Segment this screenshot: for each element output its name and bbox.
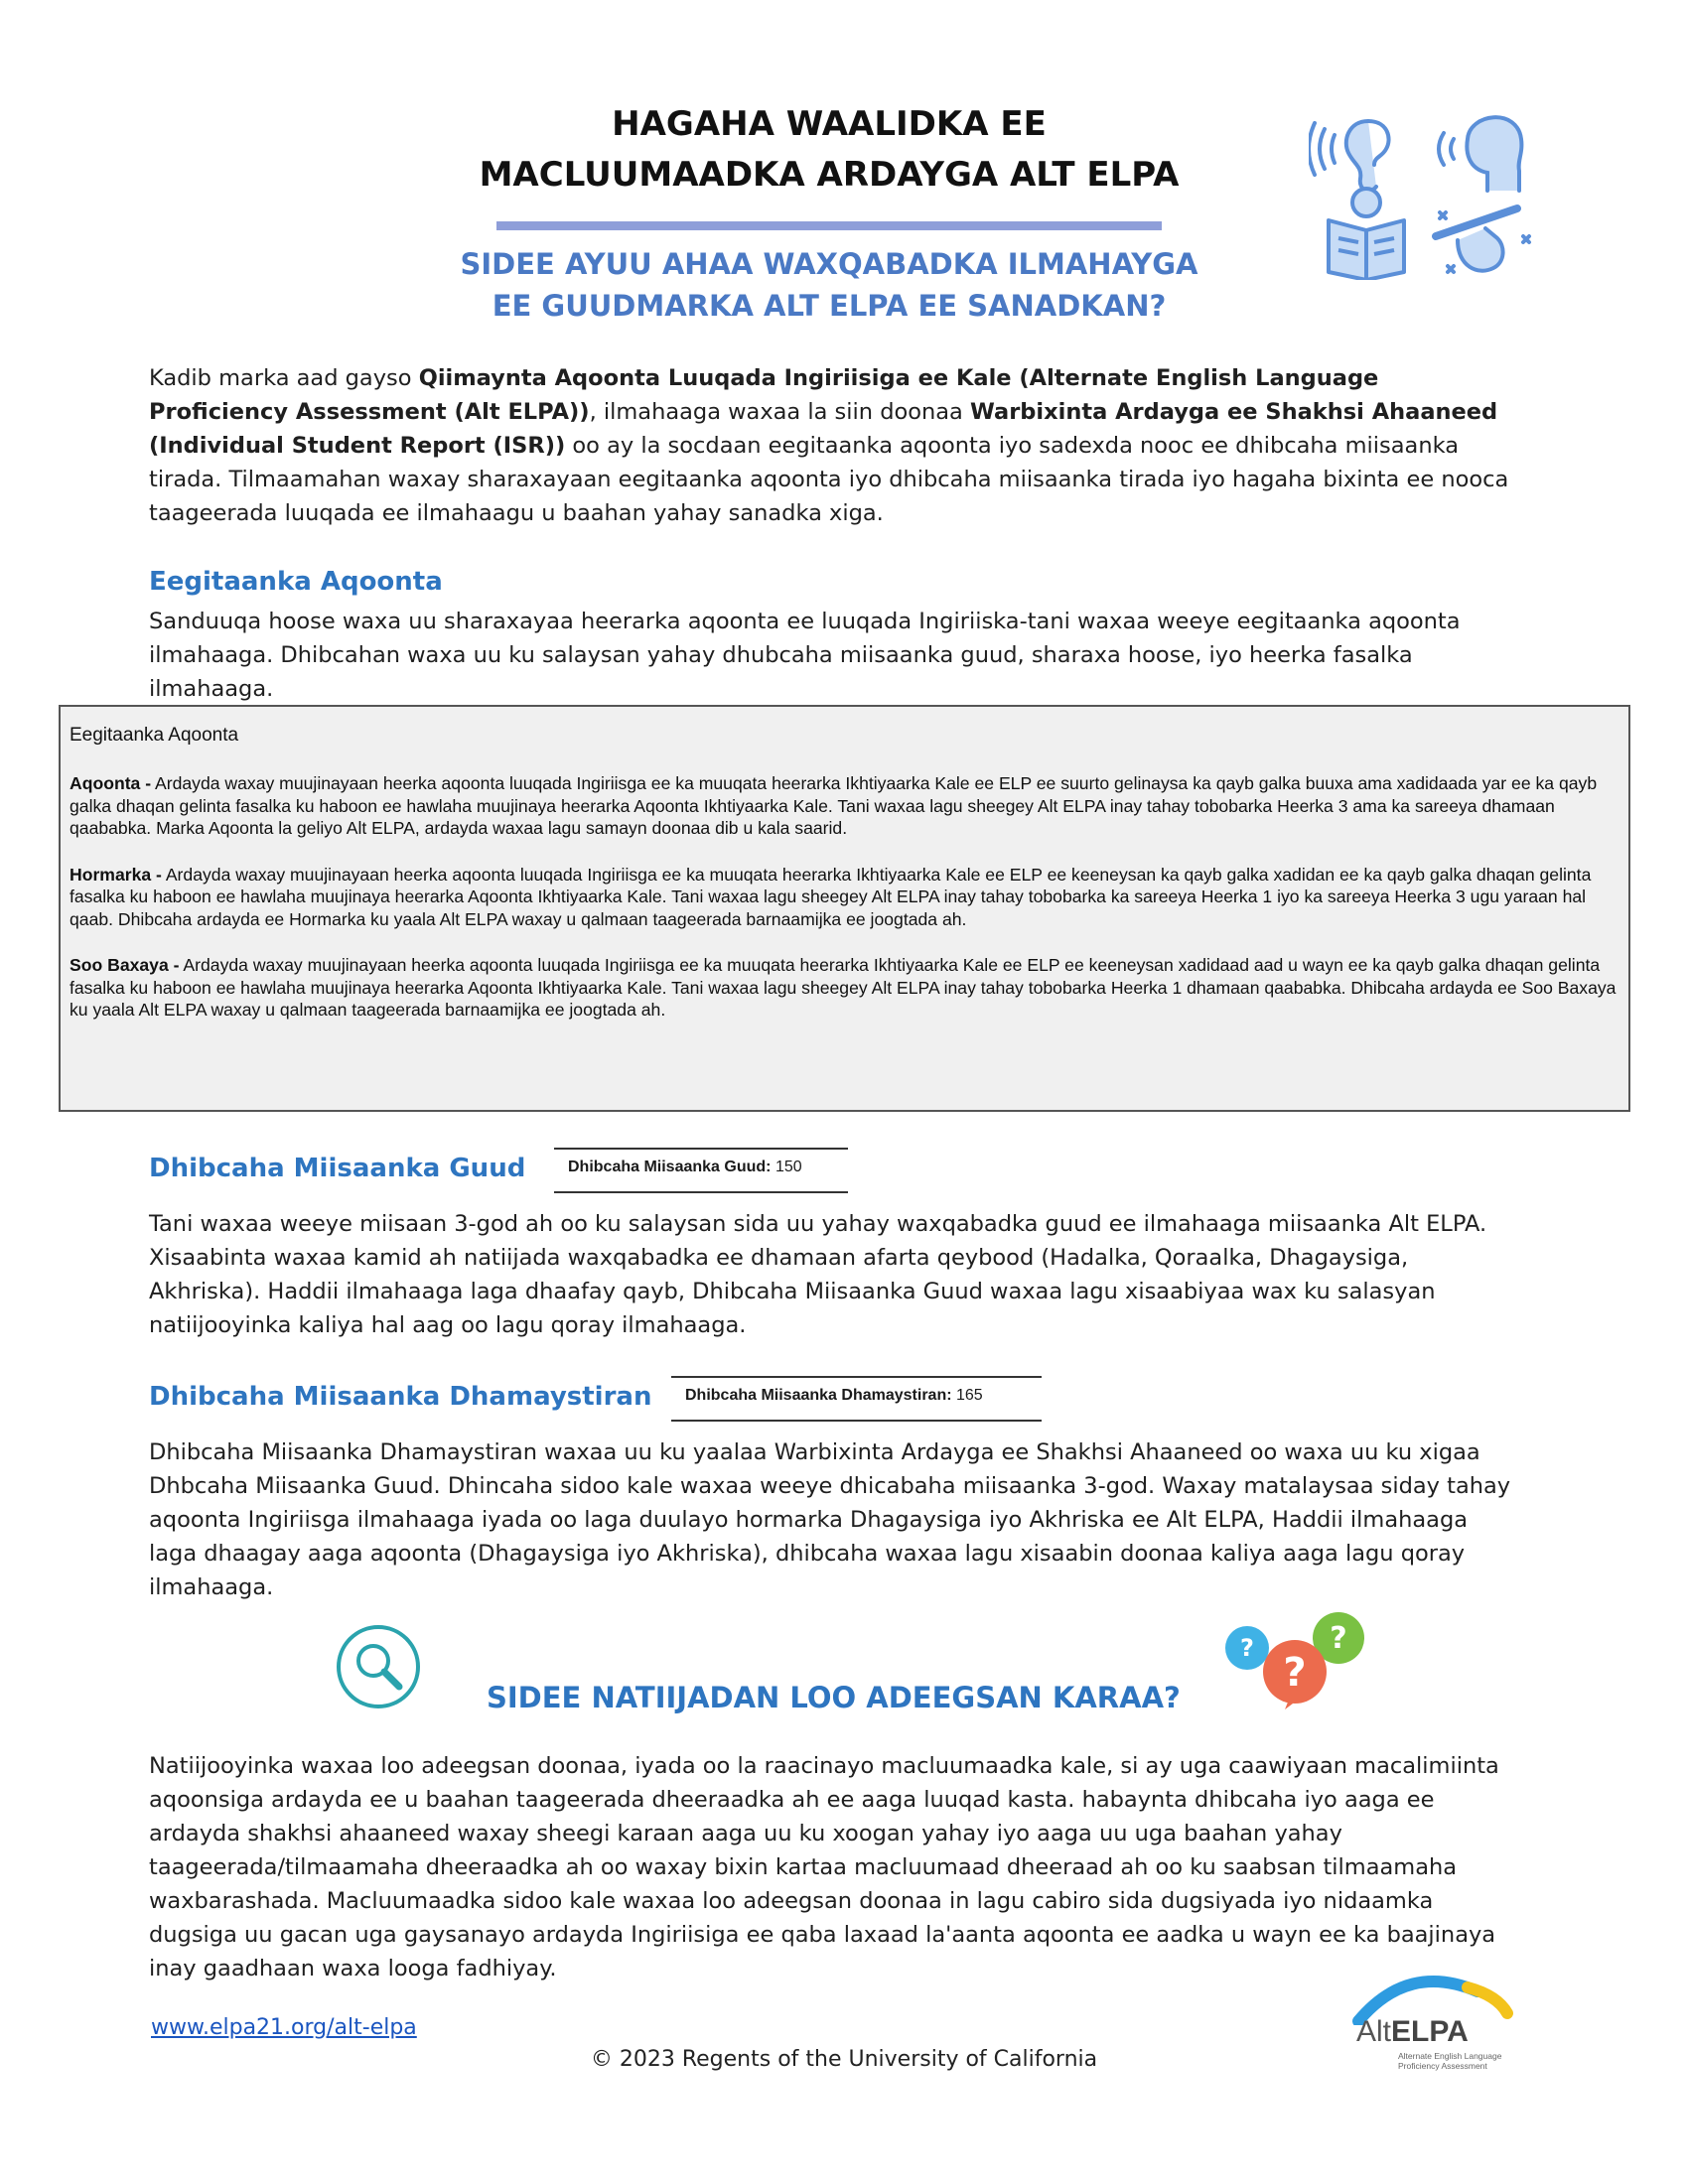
overall-score-heading: Dhibcaha Miisaanka Guud <box>149 1154 526 1183</box>
logo-subtitle <box>1398 2051 1501 2071</box>
title-line-1: HAGAHA WAALIDKA EE <box>612 104 1047 144</box>
comprehensive-score-text: Dhibcaha Miisaanka Dhamaystiran waxaa uu ku yaalaa Warbixinta Ardayga ee Shakhsi Ahaaneed oo waxa uu ku xigaa Dhbcaha Miisaanka Guud. Dhincaha sidoo kale waxaa weeye dhicabaha miisaanka 3-god. Waxay matalaysaa siday tahay aqoonta Ingiriisga ilmahaaga iyada oo laga duulayo hormarka Dhagaysiga iyo Akhriska ee Alt ELPA, Haddii ilmahaaga laga dhaagay aaga aqoonta (Dhagaysiga iyo Akhriska), dhibcaha waxaa lagu xisaabin doonaa kaliya aaga lagu qoray ilmahaaga. <box>149 1439 1511 1600</box>
svg-text:?: ? <box>1330 1621 1347 1656</box>
comprehensive-score-heading: Dhibcaha Miisaanka Dhamaystiran <box>149 1382 652 1412</box>
intro-text-3: oo ay la socdaan eegitaanka aqoonta iyo sadexda nooc ee dhibcaha miisaanka tirada. Tilmaamahan waxay sharaxayaan eegitaanka aqoonta iyo dhibcaha miisaanka tirada iyo hagaha bixinta ee nooca taageerada luuqada ee ilmahaagu u baahan yahay sanadka xiga. <box>149 433 1509 526</box>
usage-text: Natiijooyinka waxaa loo adeegsan doonaa, iyada oo la raacinayo macluumaadka kale, si ay uga caawiyaan macalimiinta aqoonsiga ardayda ee u baahan taageerada dheeraadka ah ee aaga luuqad kasta. habaynta dhibcaha iyo aaga ee ardayda shakhsi ahaaneed waxay sheegi karaan aaga uu ku xoogan yahay iyo aaga uu uga baahan yahay taageerada/tilmaamaha dheeraadka ah oo waxay bixin kartaa macluumaad dheeraad ah oo ku saabsan tilmaamaha waxbarashada. Macluumaadka sidoo kale waxaa loo adeegsan doonaa in lagu cabiro sida dugsiyada iyo nidaamka dugsiga uu gacan uga gaysanayo ardayda Ingiriisiga ee qaba laxaad la'aanta aqoonta ee aadka u wayn ee ka baajinaya inay gaadhaan waxa looga fadhiyay. <box>149 1753 1499 1981</box>
logo-wordmark <box>1356 2015 1469 2049</box>
title-line-2: MACLUUMAADKA ARDAYGA ALT ELPA <box>479 155 1180 195</box>
svg-text:?: ? <box>1283 1650 1307 1696</box>
overall-score-badge <box>554 1148 848 1193</box>
logo-subtitle-line-2: Proficiency Assessment <box>1398 2061 1487 2071</box>
writing-hand-icon <box>1436 208 1529 272</box>
level-label: Soo Baxaya - <box>70 955 180 975</box>
intro-bold-2: Warbixinta Ardayga ee Shakhsi Ahaaneed (Individual Student Report (ISR)) <box>149 399 1498 459</box>
ear-icon <box>1309 121 1389 191</box>
intro-text-1: Kadib marka aad gayso <box>149 365 419 391</box>
website-link[interactable]: www.elpa21.org/alt-elpa <box>151 2015 417 2040</box>
proficiency-levels-box <box>59 705 1630 1112</box>
level-proficient <box>70 772 1618 840</box>
svg-text:?: ? <box>1240 1634 1254 1662</box>
alt-elpa-logo <box>1348 1972 1547 2071</box>
level-label: Hormarka - <box>70 864 162 885</box>
score-label: Dhibcaha Miisaanka Dhamaystiran: <box>685 1387 952 1404</box>
logo-alt-text: Alt <box>1356 2015 1392 2048</box>
score-label: Dhibcaha Miisaanka Guud: <box>568 1159 772 1175</box>
level-progressing <box>70 864 1618 931</box>
level-label: Aqoonta - <box>70 773 152 793</box>
level-description: Ardayda waxay muujinayaan heerka aqoonta luuqada Ingiriisga ee ka muuqata heerarka Ikhtiyaarka Kale ee ELP ee keeneysan ka qayb galka xadidan ee ka qayb galka dhaqan gelinta fasalka ku haboon ee hawlaha muujinaya heerarka Aqoonta Ikhtiyaarka Kale. Tani waxaa lagu sheegey Alt ELPA inay tahay tobobarka ka sareeya Heerka 1 iyo ka sareeya Heerka 3 ugu yaraan hal qaab. Dhibcaha ardayda ee Hormarka ku yaala Alt ELPA waxay u qalmaan taageerada barnaamijka ee joogtada ah. <box>70 864 1592 929</box>
overall-score-text: Tani waxaa weeye miisaan 3-god ah oo ku salaysan sida uu yahay waxqabadka guud ee ilmahaaga miisaanka Alt ELPA. Xisaabinta waxaa kamid ah natiijada waxqabadka ee dhamaan afarta qeybood (Hadalka, Qoraalka, Dhagaysiga, Akhriska). Haddii ilmahaaga laga dhaafay qayb, Dhibcaha Miisaanka Guud waxaa lagu xisaabiyaa wax ku salasyan natiijooyinka kaliya hal aag oo lagu qoray ilmahaaga. <box>149 1211 1487 1338</box>
speaking-head-icon <box>1439 117 1521 191</box>
level-description: Ardayda waxay muujinayaan heerka aqoonta luuqada Ingiriisga ee ka muuqata heerarka Ikhtiyaarka Kale ee ELP ee suurto gelinaysa ka qayb galka buuxa ama xadidaada yar ee ka qayb galka dhaqan gelinta fasalka ku haboon ee hawlaha muujinaya heerarka Aqoonta Ikhtiyaarka Kale. Tani waxaa lagu sheegey Alt ELPA inay tahay tobobarka Heerka 3 ama ka sareeya dhamaan qaababka. Marka Aqoonta la geliyo Alt ELPA, ardayda waxaa lagu samayn doonaa dib u kala saarid. <box>70 773 1598 838</box>
intro-text-2: , ilmahaaga waxaa la siin doonaa <box>589 399 970 425</box>
intro-paragraph <box>149 361 1519 530</box>
skills-icon-group <box>1309 91 1537 280</box>
subtitle-line-2: EE GUUDMARKA ALT ELPA EE SANADKAN? <box>492 289 1167 323</box>
reading-icon <box>1329 189 1404 280</box>
box-title: Eegitaanka Aqoonta <box>70 725 239 746</box>
logo-subtitle-line-1: Alternate English Language <box>1398 2051 1502 2061</box>
page-subtitle <box>397 243 1261 327</box>
logo-elpa-text: ELPA <box>1391 2015 1469 2048</box>
page-title <box>397 99 1261 201</box>
proficiency-text: Sanduuqa hoose waxa uu sharaxayaa heerarka aqoonta ee luuqada Ingiriiska-tani waxaa weeye eegitaanka aqoonta ilmahaaga. Dhibcahan waxa uu ku salaysan yahay dhubcaha miisaanka guud, sharaxa hoose, iyo heerka fasalka ilmahaaga. <box>149 609 1461 702</box>
usage-heading: SIDEE NATIIJADAN LOO ADEEGSAN KARAA? <box>487 1681 1181 1714</box>
title-divider <box>496 221 1162 230</box>
question-bubbles-icon <box>1219 1610 1370 1709</box>
score-value: 165 <box>956 1387 983 1404</box>
score-value: 150 <box>774 1159 802 1175</box>
magnifier-icon <box>336 1624 421 1709</box>
comprehensive-score-badge <box>671 1376 1042 1422</box>
copyright: © 2023 Regents of the University of California <box>590 2047 1098 2072</box>
level-emerging <box>70 954 1618 1022</box>
subtitle-line-1: SIDEE AYUU AHAA WAXQABADKA ILMAHAYGA <box>460 247 1198 281</box>
intro-bold-1: Qiimaynta Aqoonta Luuqada Ingiriisiga ee Kale (Alternate English Language Proficiency Assessment (Alt ELPA)) <box>149 365 1379 425</box>
level-description: Ardayda waxay muujinayaan heerka aqoonta luuqada Ingiriisga ee ka muuqata heerarka Ikhtiyaarka Kale ee ELP ee keeneysan xadidaad aad u wayn ee ka qayb galka dhaqan gelinta fasalka ku haboon ee hawlaha muujinaya heerarka Aqoonta Ikhtiyaarka Kale. Tani waxaa lagu sheegey Alt ELPA inay tahay tobobarka Heerka 1 dhamaan qaababka. Dhibcaha ardayda ee Soo Baxaya ku yaala Alt ELPA waxay u qalmaan taageerada barnaamijka ee joogtada ah. <box>70 955 1617 1020</box>
proficiency-heading: Eegitaanka Aqoonta <box>149 567 443 597</box>
